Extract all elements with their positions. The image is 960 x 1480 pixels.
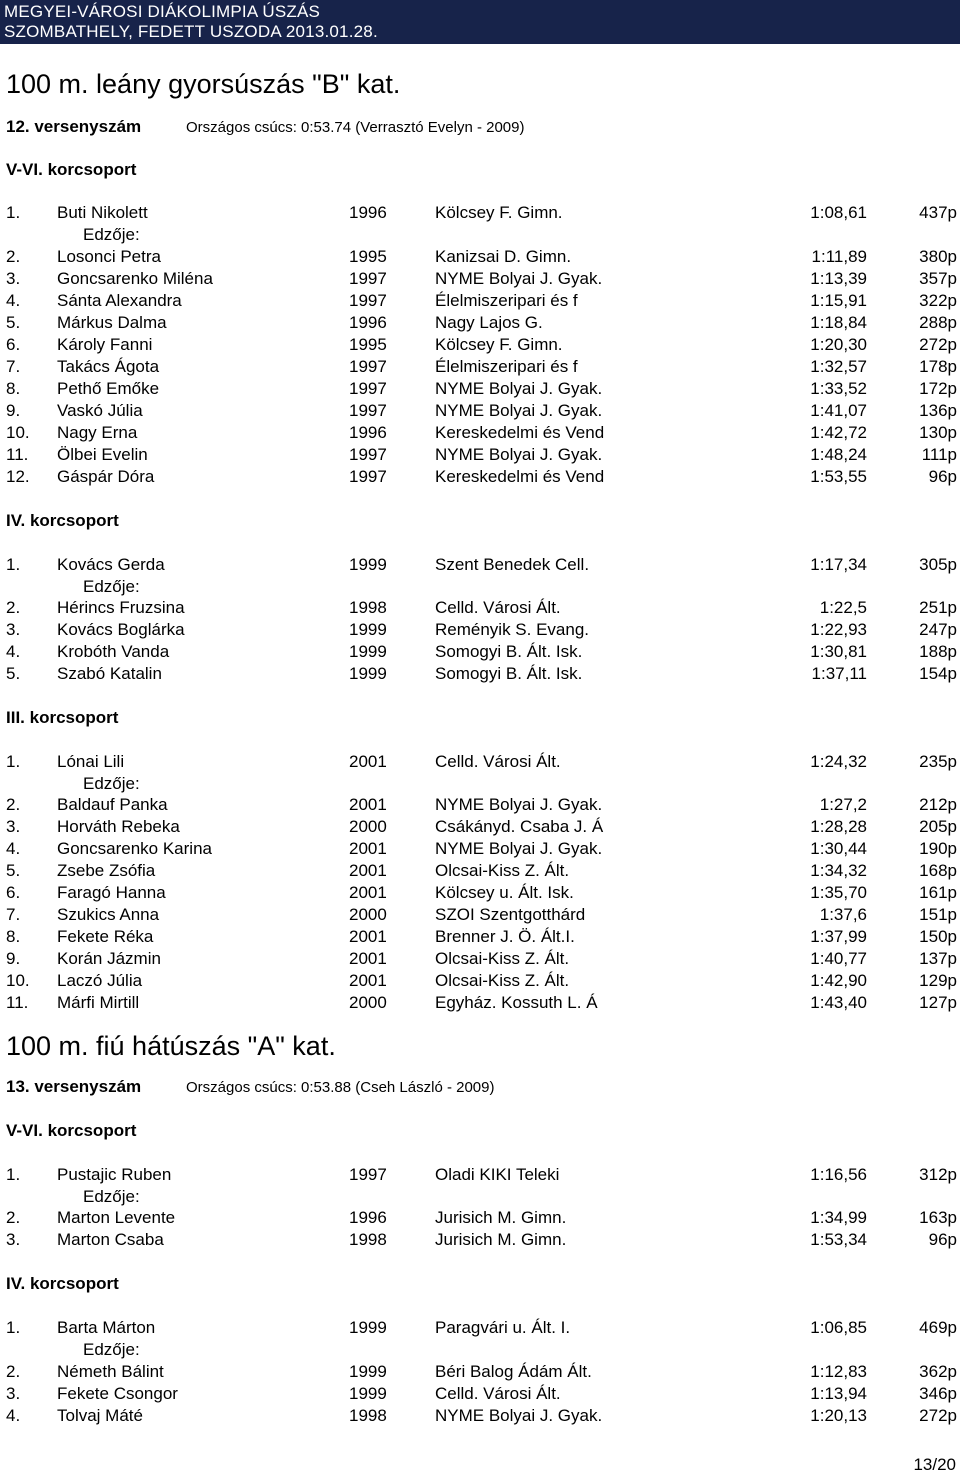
swimmer-name: Szukics Anna <box>57 905 160 924</box>
result-row <box>0 1405 960 1427</box>
points: 161p <box>919 883 957 902</box>
result-row <box>0 904 960 926</box>
place: 10. <box>6 971 30 990</box>
result-row <box>0 948 960 970</box>
age-group-heading: V-VI. korcsoport <box>6 160 137 179</box>
result-time: 1:43,40 <box>810 993 867 1012</box>
school-club: Jurisich M. Gimn. <box>435 1208 567 1227</box>
place: 3. <box>6 269 21 288</box>
place: 4. <box>6 291 21 310</box>
birth-year: 1997 <box>349 291 387 310</box>
result-row <box>0 290 960 312</box>
place: 11. <box>6 993 29 1012</box>
swimmer-name: Nagy Erna <box>57 423 138 442</box>
school-club: Somogyi B. Ált. Isk. <box>435 642 583 661</box>
result-row <box>0 444 960 466</box>
school-club: Paragvári u. Ált. I. <box>435 1318 571 1337</box>
points: 168p <box>919 861 957 880</box>
event-meta <box>6 116 525 138</box>
event-title: 100 m. leány gyorsúszás "B" kat. <box>6 69 401 99</box>
birth-year: 1998 <box>349 1230 387 1249</box>
birth-year: 1999 <box>349 1362 387 1381</box>
place: 7. <box>6 357 21 376</box>
result-row <box>0 334 960 356</box>
place: 4. <box>6 1406 21 1425</box>
result-time: 1:33,52 <box>810 379 867 398</box>
result-row <box>0 1317 960 1339</box>
points: 437p <box>919 203 957 222</box>
result-time: 1:11,89 <box>811 247 867 266</box>
birth-year: 2001 <box>349 949 387 968</box>
result-row <box>0 378 960 400</box>
birth-year: 2001 <box>349 883 387 902</box>
event-meta <box>6 1076 495 1098</box>
result-time: 1:40,77 <box>810 949 867 968</box>
birth-year: 1998 <box>349 1406 387 1425</box>
school-club: Béri Balog Ádám Ált. <box>435 1362 592 1381</box>
place: 3. <box>6 817 21 836</box>
swimmer-name: Károly Fanni <box>57 335 153 354</box>
result-time: 1:53,55 <box>810 467 867 486</box>
result-time: 1:42,72 <box>810 423 867 442</box>
place: 3. <box>6 1230 21 1249</box>
result-row <box>0 1361 960 1383</box>
swimmer-name: Baldauf Panka <box>57 795 168 814</box>
coach-label: Edzője: <box>83 577 140 596</box>
birth-year: 2001 <box>349 927 387 946</box>
result-time: 1:13,39 <box>810 269 867 288</box>
swimmer-name: Tolvaj Máté <box>57 1406 143 1425</box>
result-row <box>0 860 960 882</box>
school-club: NYME Bolyai J. Gyak. <box>435 379 603 398</box>
birth-year: 2000 <box>349 817 387 836</box>
place: 3. <box>6 620 21 639</box>
school-club: NYME Bolyai J. Gyak. <box>435 401 603 420</box>
swimmer-name: Hérincs Fruzsina <box>57 598 185 617</box>
swimmer-name: Horváth Rebeka <box>57 817 180 836</box>
place: 1. <box>6 203 21 222</box>
place: 2. <box>6 1362 21 1381</box>
result-time: 1:37,11 <box>811 664 867 683</box>
place: 8. <box>6 927 21 946</box>
school-club: Brenner J. Ö. Ált.I. <box>435 927 575 946</box>
swimmer-name: Szabó Katalin <box>57 664 162 683</box>
points: 178p <box>919 357 957 376</box>
birth-year: 2000 <box>349 905 387 924</box>
school-club: Somogyi B. Ált. Isk. <box>435 664 583 683</box>
school-club: SZOI Szentgotthárd <box>435 905 586 924</box>
result-row <box>0 202 960 224</box>
result-row <box>0 268 960 290</box>
points: 247p <box>919 620 957 639</box>
result-time: 1:17,34 <box>810 555 867 574</box>
result-row <box>0 1207 960 1229</box>
school-club: Jurisich M. Gimn. <box>435 1230 567 1249</box>
school-club: Kölcsey F. Gimn. <box>435 335 563 354</box>
swimmer-name: Marton Csaba <box>57 1230 164 1249</box>
swimmer-name: Gáspár Dóra <box>57 467 155 486</box>
school-club: Élelmiszeripari és f <box>435 291 578 310</box>
place: 1. <box>6 1318 21 1337</box>
result-time: 1:18,84 <box>810 313 867 332</box>
result-row <box>0 838 960 860</box>
school-club: Nagy Lajos G. <box>435 313 543 332</box>
birth-year: 1996 <box>349 203 387 222</box>
place: 11. <box>6 445 29 464</box>
result-row <box>0 1229 960 1251</box>
swimmer-name: Kovács Boglárka <box>57 620 185 639</box>
swimmer-name: Korán Jázmin <box>57 949 161 968</box>
school-club: Kereskedelmi és Vend <box>435 423 605 442</box>
points: 205p <box>919 817 957 836</box>
points: 163p <box>919 1208 957 1227</box>
result-time: 1:42,90 <box>810 971 867 990</box>
result-row <box>0 356 960 378</box>
points: 154p <box>919 664 957 683</box>
birth-year: 1997 <box>349 401 387 420</box>
result-time: 1:35,70 <box>810 883 867 902</box>
birth-year: 1997 <box>349 379 387 398</box>
swimmer-name: Laczó Júlia <box>57 971 143 990</box>
points: 151p <box>919 905 957 924</box>
points: 251p <box>919 598 957 617</box>
result-row <box>0 1164 960 1186</box>
points: 96p <box>928 467 957 486</box>
result-time: 1:12,83 <box>810 1362 867 1381</box>
result-row <box>0 926 960 948</box>
swimmer-name: Marton Levente <box>57 1208 176 1227</box>
result-time: 1:32,57 <box>810 357 867 376</box>
result-time: 1:53,34 <box>810 1230 867 1249</box>
birth-year: 1999 <box>349 620 387 639</box>
school-club: Olcsai-Kiss Z. Ált. <box>435 861 570 880</box>
page-number: 13/20 <box>913 1455 956 1474</box>
result-row <box>0 400 960 422</box>
swimmer-name: Goncsarenko Miléna <box>57 269 213 288</box>
age-group-heading: IV. korcsoport <box>6 511 119 530</box>
points: 272p <box>919 335 957 354</box>
result-row <box>0 641 960 663</box>
place: 5. <box>6 313 21 332</box>
swimmer-name: Kovács Gerda <box>57 555 165 574</box>
result-time: 1:22,5 <box>819 598 867 617</box>
result-row <box>0 751 960 773</box>
points: 305p <box>919 555 957 574</box>
result-time: 1:34,99 <box>810 1208 867 1227</box>
birth-year: 1998 <box>349 598 387 617</box>
result-row <box>0 816 960 838</box>
points: 127p <box>919 993 957 1012</box>
birth-year: 1999 <box>349 642 387 661</box>
result-time: 1:37,6 <box>819 905 867 924</box>
points: 380p <box>919 247 957 266</box>
place: 9. <box>6 401 21 420</box>
school-club: Élelmiszeripari és f <box>435 357 578 376</box>
result-time: 1:08,61 <box>810 203 867 222</box>
school-club: Szent Benedek Cell. <box>435 555 590 574</box>
swimmer-name: Zsebe Zsófia <box>57 861 156 880</box>
school-club: NYME Bolyai J. Gyak. <box>435 445 603 464</box>
swimmer-name: Pustajic Ruben <box>57 1165 172 1184</box>
place: 4. <box>6 642 21 661</box>
document-header <box>0 0 960 44</box>
birth-year: 1996 <box>349 313 387 332</box>
result-row <box>0 312 960 334</box>
place: 6. <box>6 335 21 354</box>
swimmer-name: Losonci Petra <box>57 247 161 266</box>
result-time: 1:15,91 <box>810 291 867 310</box>
coach-label: Edzője: <box>83 1340 140 1359</box>
place: 3. <box>6 1384 21 1403</box>
birth-year: 1997 <box>349 467 387 486</box>
place: 5. <box>6 861 21 880</box>
birth-year: 1999 <box>349 1384 387 1403</box>
school-club: Kereskedelmi és Vend <box>435 467 605 486</box>
school-club: Egyház. Kossuth L. Á <box>435 993 598 1012</box>
points: 322p <box>919 291 957 310</box>
birth-year: 1997 <box>349 1165 387 1184</box>
birth-year: 1997 <box>349 445 387 464</box>
result-time: 1:34,32 <box>810 861 867 880</box>
event-number: 12. versenyszám <box>6 117 142 136</box>
event-title: 100 m. fiú hátúszás "A" kat. <box>6 1031 336 1061</box>
points: 136p <box>919 401 957 420</box>
result-time: 1:13,94 <box>810 1384 867 1403</box>
points: 288p <box>919 313 957 332</box>
birth-year: 2001 <box>349 752 387 771</box>
points: 272p <box>919 1406 957 1425</box>
birth-year: 2000 <box>349 993 387 1012</box>
school-club: NYME Bolyai J. Gyak. <box>435 1406 603 1425</box>
result-time: 1:30,81 <box>810 642 867 661</box>
swimmer-name: Pethő Emőke <box>57 379 160 398</box>
points: 188p <box>919 642 957 661</box>
school-club: Celld. Városi Ált. <box>435 598 561 617</box>
school-club: Kölcsey F. Gimn. <box>435 203 563 222</box>
swimmer-name: Krobóth Vanda <box>57 642 170 661</box>
birth-year: 2001 <box>349 839 387 858</box>
place: 7. <box>6 905 21 924</box>
school-club: Csákányd. Csaba J. Á <box>435 817 604 836</box>
swimmer-name: Márkus Dalma <box>57 313 167 332</box>
school-club: Olcsai-Kiss Z. Ált. <box>435 949 570 968</box>
birth-year: 2001 <box>349 971 387 990</box>
place: 1. <box>6 1165 21 1184</box>
result-time: 1:24,32 <box>810 752 867 771</box>
place: 9. <box>6 949 21 968</box>
points: 150p <box>919 927 957 946</box>
age-group-heading: III. korcsoport <box>6 708 119 727</box>
national-record: Országos csúcs: 0:53.74 (Verrasztó Evelyn - 2009) <box>186 119 525 136</box>
result-row <box>0 992 960 1014</box>
birth-year: 2001 <box>349 861 387 880</box>
birth-year: 1995 <box>349 247 387 266</box>
birth-year: 1997 <box>349 269 387 288</box>
place: 2. <box>6 795 21 814</box>
birth-year: 1996 <box>349 1208 387 1227</box>
coach-label: Edzője: <box>83 225 140 244</box>
venue-date: SZOMBATHELY, FEDETT USZODA 2013.01.28. <box>4 22 378 41</box>
swimmer-name: Faragó Hanna <box>57 883 166 902</box>
result-row <box>0 794 960 816</box>
swimmer-name: Goncsarenko Karina <box>57 839 212 858</box>
result-time: 1:41,07 <box>810 401 867 420</box>
points: 111p <box>921 445 957 464</box>
place: 2. <box>6 598 21 617</box>
swimmer-name: Vaskó Júlia <box>57 401 143 420</box>
place: 4. <box>6 839 21 858</box>
place: 10. <box>6 423 30 442</box>
age-group-heading: V-VI. korcsoport <box>6 1121 137 1140</box>
coach-label: Edzője: <box>83 1187 140 1206</box>
result-row <box>0 970 960 992</box>
swimmer-name: Németh Bálint <box>57 1362 164 1381</box>
points: 212p <box>919 795 957 814</box>
swimmer-name: Fekete Réka <box>57 927 154 946</box>
birth-year: 1999 <box>349 1318 387 1337</box>
birth-year: 1996 <box>349 423 387 442</box>
points: 469p <box>919 1318 957 1337</box>
swimmer-name: Barta Márton <box>57 1318 156 1337</box>
school-club: Kanizsai D. Gimn. <box>435 247 572 266</box>
school-club: Kölcsey u. Ált. Isk. <box>435 883 574 902</box>
school-club: NYME Bolyai J. Gyak. <box>435 795 603 814</box>
place: 1. <box>6 752 21 771</box>
result-row <box>0 422 960 444</box>
points: 312p <box>919 1165 957 1184</box>
result-row <box>0 663 960 685</box>
national-record: Országos csúcs: 0:53.88 (Cseh László - 2009) <box>186 1079 495 1096</box>
birth-year: 1999 <box>349 555 387 574</box>
result-row <box>0 619 960 641</box>
result-time: 1:16,56 <box>810 1165 867 1184</box>
points: 190p <box>919 839 957 858</box>
school-club: Oladi KIKI Teleki <box>435 1165 560 1184</box>
points: 96p <box>928 1230 957 1249</box>
points: 172p <box>919 379 957 398</box>
school-club: NYME Bolyai J. Gyak. <box>435 839 603 858</box>
birth-year: 1999 <box>349 664 387 683</box>
result-row <box>0 597 960 619</box>
result-time: 1:22,93 <box>810 620 867 639</box>
place: 12. <box>6 467 30 486</box>
swimmer-name: Sánta Alexandra <box>57 291 182 310</box>
result-row <box>0 554 960 576</box>
swimmer-name: Takács Ágota <box>57 357 160 376</box>
place: 5. <box>6 664 21 683</box>
points: 235p <box>919 752 957 771</box>
place: 1. <box>6 555 21 574</box>
competition-title: MEGYEI-VÁROSI DIÁKOLIMPIA ÚSZÁS <box>4 2 321 21</box>
result-time: 1:37,99 <box>810 927 867 946</box>
points: 137p <box>919 949 957 968</box>
place: 2. <box>6 247 21 266</box>
result-time: 1:20,13 <box>810 1406 867 1425</box>
result-time: 1:27,2 <box>819 795 867 814</box>
school-club: Celld. Városi Ált. <box>435 752 561 771</box>
result-time: 1:30,44 <box>810 839 867 858</box>
school-club: Reményik S. Evang. <box>435 620 590 639</box>
result-row <box>0 882 960 904</box>
coach-label: Edzője: <box>83 774 140 793</box>
points: 346p <box>919 1384 957 1403</box>
place: 2. <box>6 1208 21 1227</box>
place: 6. <box>6 883 21 902</box>
swimmer-name: Buti Nikolett <box>57 203 148 222</box>
event-number: 13. versenyszám <box>6 1077 142 1096</box>
school-club: NYME Bolyai J. Gyak. <box>435 269 603 288</box>
result-time: 1:48,24 <box>810 445 867 464</box>
school-club: Celld. Városi Ált. <box>435 1384 561 1403</box>
points: 130p <box>919 423 957 442</box>
place: 8. <box>6 379 21 398</box>
age-group-heading: IV. korcsoport <box>6 1274 119 1293</box>
swimmer-name: Ölbei Evelin <box>57 445 148 464</box>
school-club: Olcsai-Kiss Z. Ált. <box>435 971 570 990</box>
swimmer-name: Lónai Lili <box>57 752 125 771</box>
points: 362p <box>919 1362 957 1381</box>
result-time: 1:28,28 <box>810 817 867 836</box>
result-time: 1:06,85 <box>810 1318 867 1337</box>
swimmer-name: Fekete Csongor <box>57 1384 178 1403</box>
result-time: 1:20,30 <box>810 335 867 354</box>
result-row <box>0 246 960 268</box>
points: 357p <box>919 269 957 288</box>
birth-year: 1995 <box>349 335 387 354</box>
swimmer-name: Márfi Mirtill <box>57 993 140 1012</box>
result-row <box>0 466 960 488</box>
points: 129p <box>919 971 957 990</box>
result-row <box>0 1383 960 1405</box>
birth-year: 1997 <box>349 357 387 376</box>
birth-year: 2001 <box>349 795 387 814</box>
